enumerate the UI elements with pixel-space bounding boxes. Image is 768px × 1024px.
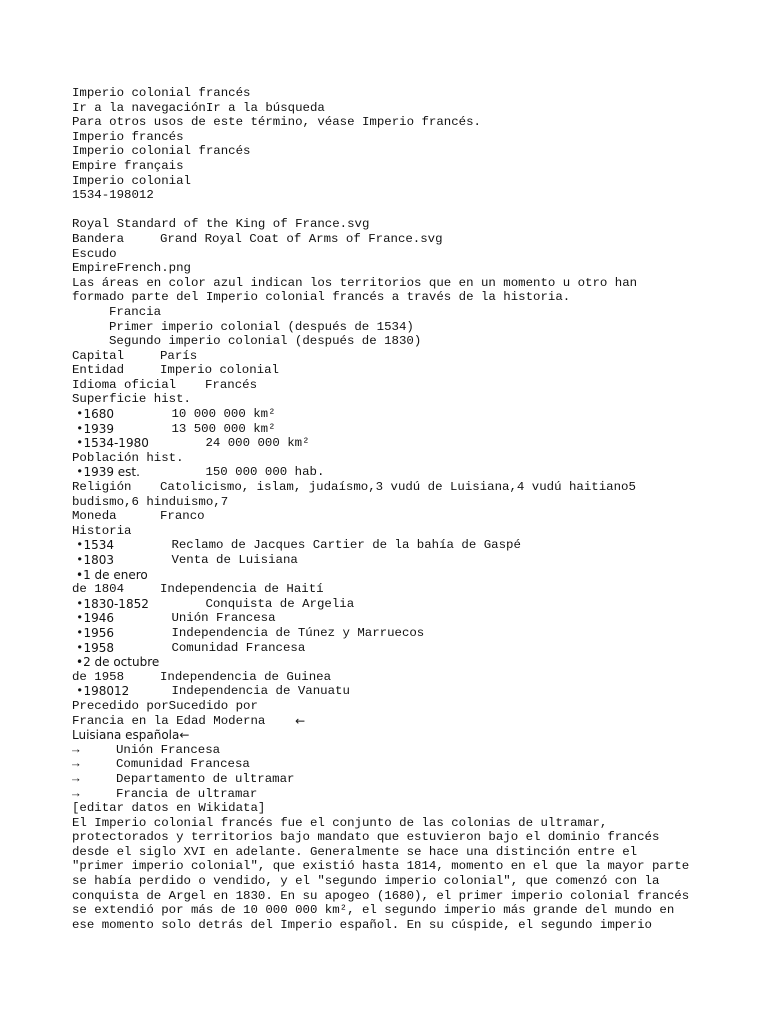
history-event[interactable]: Venta de Luisiana: [171, 553, 298, 567]
flag-image-alt[interactable]: Royal Standard of the King of France.svg: [72, 217, 370, 232]
population-value: 150 000 000 hab.: [205, 465, 325, 480]
history-event[interactable]: Reclamo de Jacques Cartier de la bahía de Gaspé: [171, 538, 521, 553]
infobox-period: 1534-198012: [72, 188, 154, 203]
skip-links[interactable]: Ir a la navegaciónIr a la búsqueda: [72, 100, 325, 115]
legend-item: Francia: [109, 304, 162, 319]
history-date: de 1804: [72, 582, 125, 597]
currency-label: Moneda: [72, 509, 117, 524]
history-event[interactable]: Independencia de Guinea: [160, 669, 332, 684]
page-title: Imperio colonial francés: [72, 86, 251, 100]
area-label: Superficie hist.: [72, 392, 191, 407]
religion-value-cont[interactable]: budismo,6 hinduismo,7: [72, 494, 229, 509]
body-line: El Imperio colonial francés fue el conjunto de las colonias de ultramar,: [72, 815, 608, 830]
history-event[interactable]: Independencia de Haití: [160, 582, 324, 597]
language-label: Idioma oficial: [72, 377, 177, 392]
right-arrow-icon: →: [72, 786, 80, 801]
disambiguation-note: Para otros usos de este término, véase Imperio francés.: [72, 115, 481, 130]
right-arrow-icon: →: [72, 742, 80, 757]
history-date: • 1946: [83, 611, 114, 626]
article: [72, 86, 712, 932]
history-label: Historia: [72, 523, 132, 538]
infobox-name-short: Imperio francés: [72, 129, 184, 144]
body-line: desde el siglo XVI en adelante. Generalmente se hace una distinción entre el: [72, 844, 638, 859]
infobox-name-native: Empire français: [72, 158, 184, 173]
entity-label: Entidad: [72, 363, 125, 378]
area-value: 10 000 000 km²: [171, 407, 276, 422]
history-event[interactable]: Conquista de Argelia: [205, 596, 355, 611]
edit-wikidata-link[interactable]: [editar datos en Wikidata]: [72, 801, 266, 816]
preceded-label: Precedido por: [72, 698, 169, 713]
history-date: • 2 de octubre: [72, 655, 712, 670]
body-line: ese momento solo detrás del Imperio español. En su cúspide, el segundo imperio: [72, 917, 652, 932]
area-year: • 1680: [83, 407, 114, 422]
succeeded-item[interactable]: Departamento de ultramar: [116, 771, 295, 786]
history-date: • 1803: [83, 553, 114, 567]
history-date: • 1534: [83, 538, 114, 553]
area-value: 13 500 000 km²: [171, 421, 276, 436]
infobox-name-full: Imperio colonial francés: [72, 144, 251, 159]
area-year: • 1534-1980: [83, 436, 149, 451]
language-value[interactable]: Francés: [205, 377, 258, 392]
succeeded-label: Sucedido por: [168, 698, 258, 713]
succeeded-item[interactable]: Comunidad Francesa: [116, 757, 250, 772]
history-event[interactable]: Independencia de Vanuatu: [171, 684, 350, 699]
coat-label: Escudo: [72, 246, 117, 261]
succeeded-item[interactable]: Francia de ultramar: [116, 786, 258, 801]
coat-image-alt[interactable]: Grand Royal Coat of Arms of France.svg: [160, 231, 443, 246]
body-line: "primer imperio colonial", que existió hasta 1814, momento en el que la mayor parte: [72, 859, 690, 874]
religion-label: Religión: [72, 480, 132, 495]
religion-value[interactable]: Catolicismo, islam, judaísmo,3 vudú de Luisiana,4 vudú haitiano5: [160, 480, 636, 495]
population-label: Población hist.: [72, 450, 184, 465]
right-arrow-icon: →: [72, 771, 80, 786]
map-caption-line-1: Las áreas en color azul indican los territorios que en un momento u otro han: [72, 275, 638, 290]
map-image-alt[interactable]: EmpireFrench.png: [72, 261, 191, 276]
history-date: • 1 de enero: [72, 568, 712, 583]
left-arrow-icon: ←: [179, 728, 190, 743]
history-event[interactable]: Unión Francesa: [171, 611, 276, 626]
history-date: • 1958: [83, 640, 114, 655]
capital-label: Capital: [72, 348, 125, 363]
preceded-item[interactable]: Francia en la Edad Moderna: [72, 713, 266, 728]
capital-value[interactable]: París: [160, 348, 198, 363]
succeeded-item[interactable]: Unión Francesa: [116, 742, 221, 757]
legend-item: Segundo imperio colonial (después de 1830): [109, 334, 422, 349]
flag-label: Bandera: [72, 231, 125, 246]
area-year: • 1939: [83, 421, 114, 436]
history-event[interactable]: Comunidad Francesa: [171, 640, 306, 655]
body-line: protectorados y territorios bajo mandato que estuvieron bajo el dominio francés: [72, 830, 660, 845]
history-date: • 1830-1852: [83, 596, 149, 611]
body-line: conquista de Argel en 1830. En su apogeo (1680), el primer imperio colonial francés: [72, 888, 690, 903]
history-event[interactable]: Independencia de Túnez y Marruecos: [171, 625, 425, 640]
preceded-item[interactable]: Luisiana española: [72, 728, 180, 743]
history-date: • 1956: [83, 625, 114, 640]
entity-value[interactable]: Imperio colonial: [160, 363, 279, 378]
history-date: de 1958: [72, 669, 125, 684]
population-year: • 1939 est.: [83, 465, 140, 480]
map-caption-line-2: formado parte del Imperio colonial francés a través de la historia.: [72, 290, 571, 305]
body-line: se extendió por más de 10 000 000 km², el segundo imperio más grande del mundo en: [72, 903, 675, 918]
infobox-type: Imperio colonial: [72, 173, 191, 188]
currency-value[interactable]: Franco: [160, 509, 205, 524]
left-arrow-icon: ←: [295, 713, 306, 728]
history-date: • 198012: [83, 684, 130, 699]
right-arrow-icon: →: [72, 757, 80, 772]
body-line: se había perdido o vendido, y el "segundo imperio colonial", que comenzó con la: [72, 874, 660, 889]
area-value: 24 000 000 km²: [205, 436, 310, 451]
legend-item: Primer imperio colonial (después de 1534): [109, 319, 414, 334]
